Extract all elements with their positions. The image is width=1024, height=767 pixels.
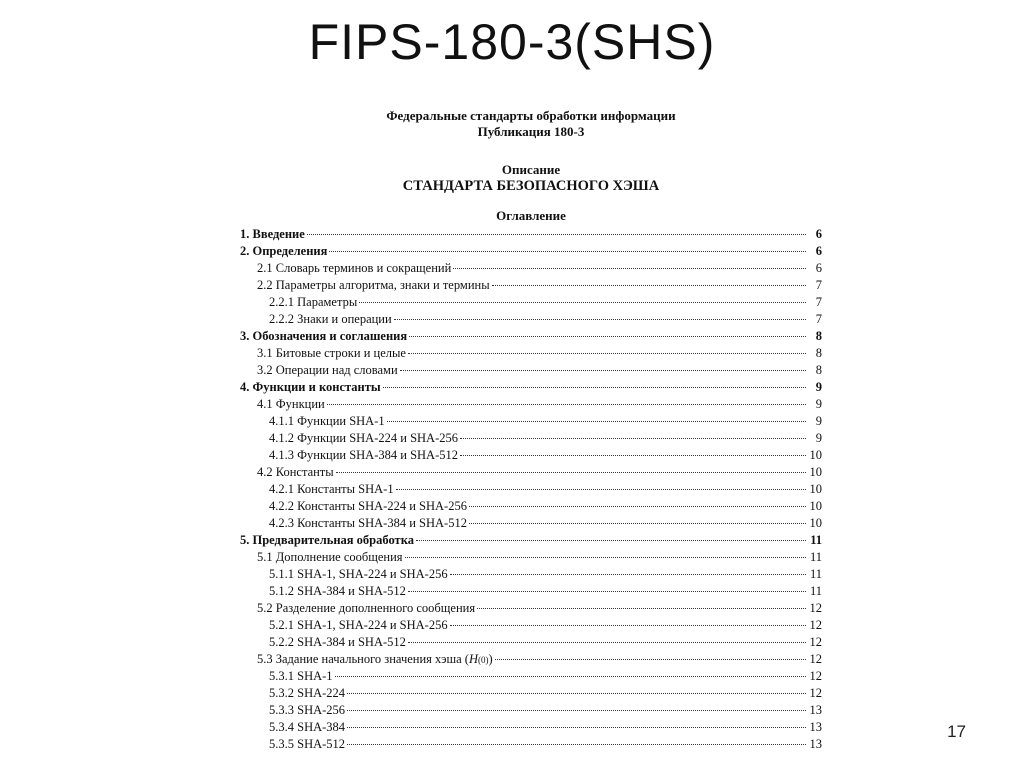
- document-header: [240, 108, 822, 224]
- toc-entry[interactable]: [240, 515, 822, 532]
- toc-entry-page: 13: [809, 703, 822, 717]
- toc-dot-leader: [450, 625, 806, 626]
- toc-dot-leader: [387, 421, 806, 422]
- toc-entry-page: 10: [809, 448, 822, 462]
- toc-dot-leader: [450, 574, 806, 575]
- toc-dot-leader: [469, 506, 806, 507]
- toc-entry[interactable]: [240, 634, 822, 651]
- header-agency: Федеральные стандарты обработки информации: [386, 108, 676, 123]
- toc-title: Оглавление: [496, 208, 566, 223]
- toc-dot-leader: [347, 727, 806, 728]
- header-standard-name: СТАНДАРТА БЕЗОПАСНОГО ХЭША: [402, 178, 660, 194]
- toc-entry-page: 9: [815, 414, 822, 428]
- toc-entry-label: 3.1 Битовые строки и целые: [257, 346, 406, 360]
- toc-entry-label-variable: H: [468, 652, 478, 666]
- toc-dot-leader: [396, 489, 806, 490]
- toc-entry[interactable]: [240, 447, 822, 464]
- toc-entry-page: 9: [815, 397, 822, 411]
- toc-entry[interactable]: [240, 260, 822, 277]
- toc-entry-page: 7: [815, 278, 822, 292]
- toc-entry[interactable]: [240, 328, 822, 345]
- toc-dot-leader: [329, 251, 806, 252]
- toc-entry[interactable]: [240, 600, 822, 617]
- toc-entry-page: 8: [815, 363, 822, 377]
- toc-entry-label: 4.1 Функции: [257, 397, 325, 411]
- toc-entry-page: 8: [815, 346, 822, 360]
- toc-entry[interactable]: [240, 430, 822, 447]
- toc-entry-label: 5.3.5 SHA-512: [269, 737, 346, 751]
- toc-entry-page: 12: [809, 618, 822, 632]
- toc-entry[interactable]: [240, 277, 822, 294]
- toc-entry-page: 12: [809, 652, 822, 666]
- toc-entry-label: 4. Функции и константы: [240, 380, 381, 394]
- table-of-contents: [240, 226, 822, 753]
- toc-entry-label: 5.3.2 SHA-224: [269, 686, 346, 700]
- toc-entry-page: 11: [809, 584, 822, 598]
- toc-entry[interactable]: [240, 736, 822, 753]
- toc-entry-label: 1. Введение: [240, 227, 305, 241]
- toc-entry-label: 2.1 Словарь терминов и сокращений: [257, 261, 452, 275]
- toc-entry-page: 6: [815, 261, 822, 275]
- slide-title: FIPS-180-3(SHS): [308, 14, 716, 70]
- toc-entry-page: 7: [815, 312, 822, 326]
- toc-entry[interactable]: [240, 464, 822, 481]
- toc-entry[interactable]: [240, 345, 822, 362]
- toc-entry-label: 2.2.2 Знаки и операции: [269, 312, 392, 326]
- toc-dot-leader: [408, 353, 806, 354]
- toc-entry-page: 10: [809, 516, 822, 530]
- toc-entry-label: 4.2.2 Константы SHA-224 и SHA-256: [269, 499, 467, 513]
- toc-dot-leader: [347, 710, 806, 711]
- toc-entry[interactable]: [240, 413, 822, 430]
- toc-dot-leader: [409, 336, 806, 337]
- toc-dot-leader: [408, 642, 806, 643]
- toc-dot-leader: [408, 591, 806, 592]
- toc-dot-leader: [453, 268, 806, 269]
- toc-entry-page: 10: [809, 482, 822, 496]
- toc-entry-label: 2.2.1 Параметры: [269, 295, 358, 309]
- toc-entry-page: 11: [810, 533, 822, 547]
- toc-dot-leader: [307, 234, 806, 235]
- header-description: Описание: [501, 162, 561, 177]
- toc-entry-label: 2.2 Параметры алгоритма, знаки и термины: [257, 278, 490, 292]
- toc-entry-page: 7: [815, 295, 822, 309]
- toc-entry[interactable]: [240, 583, 822, 600]
- toc-entry[interactable]: [240, 566, 822, 583]
- toc-entry-page: 12: [809, 601, 822, 615]
- toc-dot-leader: [416, 540, 806, 541]
- toc-entry-page: 10: [809, 499, 822, 513]
- toc-entry[interactable]: [240, 498, 822, 515]
- toc-dot-leader: [359, 302, 806, 303]
- toc-dot-leader: [347, 693, 806, 694]
- toc-dot-leader: [327, 404, 806, 405]
- toc-dot-leader: [469, 523, 806, 524]
- header-publication: Публикация 180-3: [477, 124, 585, 139]
- toc-dot-leader: [383, 387, 806, 388]
- toc-entry-label: 4.1.1 Функции SHA-1: [269, 414, 385, 428]
- toc-entry[interactable]: [240, 702, 822, 719]
- toc-entry[interactable]: [240, 362, 822, 379]
- toc-dot-leader: [495, 659, 806, 660]
- toc-entry[interactable]: [240, 481, 822, 498]
- toc-entry-label: 5.2 Разделение дополненного сообщения: [257, 601, 476, 615]
- toc-entry[interactable]: [240, 549, 822, 566]
- toc-entry-page: 8: [815, 329, 822, 343]
- toc-entry-label: 5.3.4 SHA-384: [269, 720, 346, 734]
- toc-entry-label: 3.2 Операции над словами: [257, 363, 398, 377]
- toc-entry[interactable]: [240, 226, 822, 243]
- toc-entry-page: 12: [809, 669, 822, 683]
- toc-entry[interactable]: [240, 532, 822, 549]
- toc-dot-leader: [394, 319, 806, 320]
- toc-dot-leader: [336, 472, 806, 473]
- toc-entry[interactable]: [240, 294, 822, 311]
- toc-entry-page: 11: [809, 550, 822, 564]
- toc-dot-leader: [335, 676, 806, 677]
- toc-entry-label-tail: ): [488, 652, 493, 666]
- toc-entry-label: 3. Обозначения и соглашения: [240, 329, 408, 343]
- slide-number: 17: [947, 722, 966, 741]
- toc-entry-label: 5.1 Дополнение сообщения: [257, 550, 403, 564]
- toc-entry-page: 13: [809, 720, 822, 734]
- toc-entry[interactable]: [240, 719, 822, 736]
- toc-entry-label: 5.3.1 SHA-1: [269, 669, 333, 683]
- toc-entry-label: 5.1.1 SHA-1, SHA-224 и SHA-256: [269, 567, 448, 581]
- toc-dot-leader: [492, 285, 806, 286]
- toc-dot-leader: [460, 455, 806, 456]
- toc-entry-label: 5.2.2 SHA-384 и SHA-512: [269, 635, 406, 649]
- toc-entry-label: 4.2 Константы: [257, 465, 334, 479]
- toc-entry-label: 5. Предварительная обработка: [240, 533, 414, 547]
- toc-entry[interactable]: [240, 668, 822, 685]
- toc-entry-label: 5.1.2 SHA-384 и SHA-512: [269, 584, 406, 598]
- toc-entry-page: 13: [809, 737, 822, 751]
- toc-entry[interactable]: [240, 243, 822, 260]
- toc-entry-page: 9: [815, 431, 822, 445]
- toc-entry-label: 2. Определения: [240, 244, 328, 258]
- toc-entry[interactable]: [240, 379, 822, 396]
- toc-dot-leader: [477, 608, 806, 609]
- toc-entry[interactable]: 5.3 Задание начального значения хэша ( H (0) ) 12: [257, 652, 822, 666]
- toc-dot-leader: [347, 744, 806, 745]
- toc-entry-page: 10: [809, 465, 822, 479]
- toc-entry[interactable]: [240, 685, 822, 702]
- toc-dot-leader: [460, 438, 806, 439]
- toc-entry-label: 4.1.2 Функции SHA-224 и SHA-256: [269, 431, 458, 445]
- toc-entry-page: 6: [815, 227, 822, 241]
- toc-entry[interactable]: [240, 396, 822, 413]
- toc-entry-page: 11: [809, 567, 822, 581]
- toc-entry[interactable]: [240, 311, 822, 328]
- toc-entry-label: 5.2.1 SHA-1, SHA-224 и SHA-256: [269, 618, 448, 632]
- toc-entry-label: 4.2.1 Константы SHA-1: [269, 482, 394, 496]
- toc-entry-label: 4.2.3 Константы SHA-384 и SHA-512: [269, 516, 467, 530]
- toc-entry-label: 4.1.3 Функции SHA-384 и SHA-512: [269, 448, 458, 462]
- toc-entry-label: 5.3 Задание начального значения хэша (: [257, 652, 469, 666]
- toc-entry-page: 12: [809, 686, 822, 700]
- toc-entry-page: 12: [809, 635, 822, 649]
- toc-entry-page: 6: [815, 244, 822, 258]
- toc-entry-label: 5.3.3 SHA-256: [269, 703, 346, 717]
- toc-dot-leader: [400, 370, 806, 371]
- toc-entry[interactable]: [240, 617, 822, 634]
- toc-dot-leader: [405, 557, 806, 558]
- toc-entry-page: 9: [815, 380, 822, 394]
